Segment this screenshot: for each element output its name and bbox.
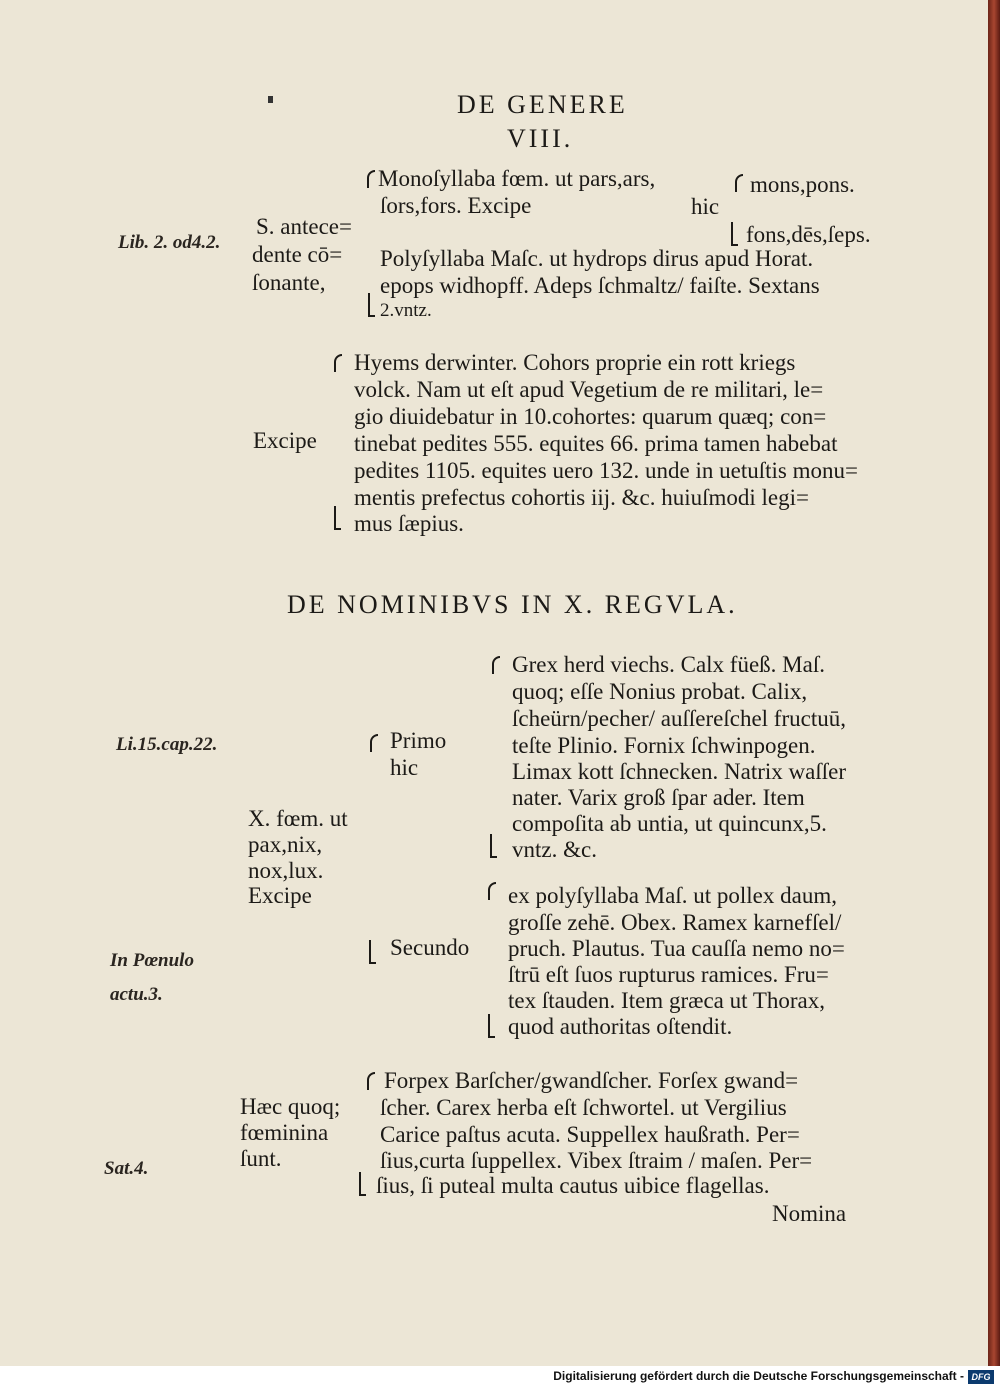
brace-close: [368, 293, 375, 317]
label-s-antecedente-1: S. antece=: [256, 214, 352, 239]
label-haec-1: Hæc quoq;: [240, 1094, 341, 1119]
text-line: Hyems derwinter. Cohors proprie ein rott kriegs: [354, 350, 796, 375]
margin-note-lib: Lib. 2. od4.2.: [118, 232, 221, 253]
list-item: fons,dēs,ſeps.: [746, 222, 871, 247]
label-s-antecedente-3: ſonante,: [252, 270, 326, 295]
page-header-title: DE GENERE: [457, 90, 628, 119]
text-line: vntz. &c.: [512, 837, 597, 862]
brace-open: [367, 1072, 375, 1090]
brace-open: [492, 656, 500, 674]
text-line: Carice paſtus acuta. Suppellex haußrath. Per=: [380, 1122, 800, 1147]
label-s-antecedente-2: dente cō=: [252, 242, 343, 267]
label-x-foem-3: nox,lux.: [248, 858, 324, 883]
brace-close: [359, 1172, 366, 1196]
text-line: Polyſyllaba Maſc. ut hydrops dirus apud Horat.: [380, 246, 814, 271]
label-x-foem-2: pax,nix,: [248, 832, 323, 857]
label-haec-3: ſunt.: [240, 1146, 282, 1171]
margin-note-sat: Sat.4.: [104, 1158, 149, 1179]
text-line: nater. Varix groß ſpar ader. Item: [512, 785, 805, 810]
text-line: ex polyſyllaba Maſ. ut pollex daum,: [508, 883, 837, 908]
text-line: Monoſyllaba fœm. ut pars,ars,: [378, 166, 656, 191]
section-title: DE NOMINIBVS IN X. REGVLA.: [287, 590, 738, 619]
text-line: volck. Nam ut eſt apud Vegetium de re militari, le=: [354, 377, 824, 402]
text-line: groſſe zehē. Obex. Ramex karnefſel/: [508, 910, 842, 935]
brace-open: [367, 170, 375, 188]
text-line: pedites 1105. equites uero 132. unde in uetuſtis monu=: [354, 458, 858, 483]
text-line: Limax kott ſchnecken. Natrix waſſer: [512, 759, 847, 784]
text-line: ſius,curta ſuppellex. Vibex ſtraim / maſen. Per=: [380, 1148, 813, 1173]
margin-note-li: Li.15.cap.22.: [116, 734, 218, 755]
catchword: Nomina: [772, 1201, 847, 1226]
text-line: gio diuidebatur in 10.cohortes: quarum quæq; con=: [354, 404, 827, 429]
brace-close: [490, 834, 497, 858]
text-line: ſius, ſi puteal multa cautus uibice flagellas.: [376, 1173, 770, 1198]
brace-open: [735, 174, 743, 192]
text-line: teſte Plinio. Fornix ſchwinpogen.: [512, 733, 816, 758]
list-item: mons,pons.: [750, 172, 855, 197]
label-x-foem-1: X. fœm. ut: [248, 806, 348, 831]
label-primo-hic: hic: [390, 755, 419, 780]
brace-close: [731, 222, 738, 246]
label-primo: Primo: [390, 728, 447, 753]
text-line: compoſita ab untia, ut quincunx,5.: [512, 811, 827, 836]
page-header-number: VIII.: [507, 124, 574, 153]
text-line: ſors,fors. Excipe: [380, 193, 532, 218]
footer-credit: Digitalisierung gefördert durch die Deutsche Forschungsgemeinschaft -: [553, 1369, 964, 1383]
brace-close: [334, 506, 341, 530]
page-edge: [988, 0, 1000, 1366]
dfg-logo-icon: DFG: [968, 1370, 994, 1384]
text-line: Grex herd viechs. Calx füeß. Maſ.: [512, 652, 825, 677]
text-line: Forpex Barſcher/gwandſcher. Forſex gwand=: [384, 1068, 799, 1093]
text-line: mus ſæpius.: [354, 511, 464, 536]
text-line: 2.vntz.: [380, 300, 432, 321]
margin-note-poenulo-2: actu.3.: [110, 984, 163, 1005]
text-line: ſcher. Carex herba eſt ſchwortel. ut Vergilius: [380, 1095, 787, 1120]
text-line: quod authoritas oſtendit.: [508, 1014, 733, 1039]
label-secundo: Secundo: [390, 935, 470, 960]
text-line: ſcheürn/pecher/ auſſereſchel fructuū,: [512, 706, 846, 731]
label-haec-2: fœminina: [240, 1120, 329, 1145]
text-line: pruch. Plautus. Tua cauſſa nemo no=: [508, 936, 845, 961]
brace-close: [488, 1014, 495, 1038]
brace-open: [370, 734, 378, 752]
brace-open: [334, 354, 342, 372]
text-line: quoq; eſſe Nonius probat. Calix,: [512, 679, 808, 704]
brace-close: [369, 940, 376, 964]
text-line: tex ſtauden. Item græca ut Thorax,: [508, 988, 826, 1013]
page-mark: [268, 96, 273, 103]
margin-note-poenulo-1: In Pœnulo: [110, 950, 194, 971]
text-line: epops widhopff. Adeps ſchmaltz/ faiſte. Sextans: [380, 273, 820, 298]
text-hic: hic: [691, 194, 720, 219]
brace-open: [488, 882, 496, 900]
text-line: ſtrū eſt ſuos rupturus ramices. Fru=: [508, 962, 829, 987]
text-line: mentis prefectus cohortis iij. &c. huiuſmodi legi=: [354, 485, 810, 510]
text-line: tinebat pedites 555. equites 66. prima tamen habebat: [354, 431, 838, 456]
label-x-foem-4: Excipe: [248, 883, 312, 908]
label-excipe: Excipe: [253, 428, 317, 453]
footer-bar: [0, 1366, 1000, 1389]
